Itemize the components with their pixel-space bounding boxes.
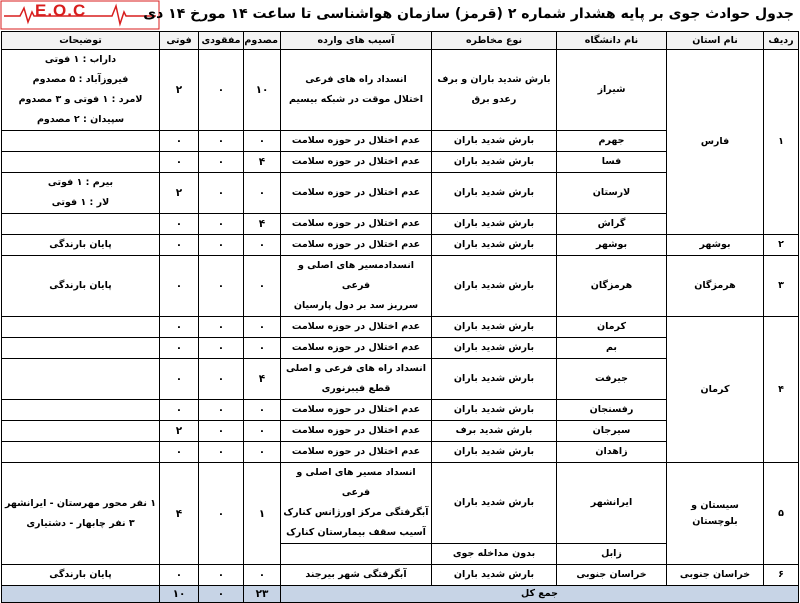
total-dead: ۱۰ <box>160 586 199 603</box>
cell-line: عدم اختلال در حوزه سلامت <box>291 239 421 250</box>
damage-cell <box>281 152 432 173</box>
injured-cell: ۰ <box>244 256 281 317</box>
cell-line: انسدادمسیر های اصلی و فرعی <box>297 260 415 291</box>
cell-line: بارش شدید باران <box>453 569 535 580</box>
dead-cell: ۰ <box>160 400 199 421</box>
dead-cell: ۲ <box>160 173 199 214</box>
cell-line: بارش شدید باران و برف <box>437 74 551 85</box>
hazard-cell <box>432 442 557 463</box>
row-number-cell: ۶ <box>764 565 799 586</box>
university-cell: ایرانشهر <box>557 463 667 544</box>
damage-cell <box>281 317 432 338</box>
injured-cell: ۰ <box>244 317 281 338</box>
missing-cell: ۰ <box>199 565 244 586</box>
notes-cell <box>2 256 160 317</box>
col-damage: آسیب های وارده <box>281 32 432 50</box>
missing-cell: ۰ <box>199 442 244 463</box>
cell-line: انسداد راه های فرعی <box>305 74 407 85</box>
missing-cell: ۰ <box>199 421 244 442</box>
hazard-cell <box>432 359 557 400</box>
cell-line: قطع فیبرنوری <box>321 383 391 394</box>
hazard-cell <box>432 256 557 317</box>
injured-cell: ۴ <box>244 214 281 235</box>
cell-line: بارش شدید باران <box>453 373 535 384</box>
damage-cell <box>281 400 432 421</box>
university-cell: زابل <box>557 544 667 565</box>
cell-line: بارش شدید باران <box>453 156 535 167</box>
hazard-cell <box>432 50 557 131</box>
cell-line: بارش شدید باران <box>453 497 535 508</box>
total-row <box>2 586 799 603</box>
cell-line: بارش شدید باران <box>453 135 535 146</box>
col-dead: فوتی <box>160 32 199 50</box>
dead-cell: ۰ <box>160 235 199 256</box>
notes-cell <box>2 359 160 400</box>
notes-cell <box>2 400 160 421</box>
hazard-cell <box>432 131 557 152</box>
province-cell: هرمزگان <box>667 256 764 317</box>
table-row <box>2 256 799 317</box>
missing-cell: ۰ <box>199 235 244 256</box>
header-row <box>2 32 799 50</box>
dead-cell: ۴ <box>160 463 199 565</box>
cell-line: بارش شدید باران <box>453 239 535 250</box>
cell-line: عدم اختلال در حوزه سلامت <box>291 342 421 353</box>
cell-line: بدون مداخله جوی <box>452 548 536 559</box>
cell-line: بیرم : ۱ فوتی <box>47 177 114 188</box>
university-cell: لارستان <box>557 173 667 214</box>
damage-cell <box>281 338 432 359</box>
province-cell: سیستان و بلوچستان <box>667 463 764 565</box>
logo-text: E.O.C <box>35 1 87 20</box>
dead-cell: ۰ <box>160 256 199 317</box>
cell-line: عدم اختلال در حوزه سلامت <box>291 425 421 436</box>
damage-cell <box>281 421 432 442</box>
university-cell: فسا <box>557 152 667 173</box>
hazard-cell <box>432 317 557 338</box>
col-notes: توضیحات <box>2 32 160 50</box>
total-notes <box>2 586 160 603</box>
province-cell: خراسان جنوبی <box>667 565 764 586</box>
dead-cell: ۰ <box>160 359 199 400</box>
cell-line: عدم اختلال در حوزه سلامت <box>291 156 421 167</box>
damage-cell <box>281 565 432 586</box>
cell-line: سپیدان : ۲ مصدوم <box>36 114 125 125</box>
cell-line: آبگرفتگی شهر بیرجند <box>305 569 407 580</box>
cell-line: پایان بارندگی <box>49 280 112 291</box>
cell-line: اختلال موقت در شبکه بیسیم <box>288 94 424 105</box>
cell-line: عدم اختلال در حوزه سلامت <box>291 321 421 332</box>
damage-cell <box>281 131 432 152</box>
university-cell: گراش <box>557 214 667 235</box>
total-injured: ۲۳ <box>244 586 281 603</box>
table-row <box>2 463 799 544</box>
dead-cell: ۰ <box>160 565 199 586</box>
university-cell: خراسان جنوبی <box>557 565 667 586</box>
eoc-logo <box>0 0 160 30</box>
injured-cell: ۰ <box>244 400 281 421</box>
missing-cell: ۰ <box>199 359 244 400</box>
injured-cell: ۰ <box>244 421 281 442</box>
cell-line: عدم اختلال در حوزه سلامت <box>291 446 421 457</box>
dead-cell: ۲ <box>160 421 199 442</box>
injured-cell: ۴ <box>244 359 281 400</box>
hazard-cell <box>432 463 557 544</box>
cell-line: رعدو برق <box>471 94 517 105</box>
total-label: جمع کل <box>281 586 799 603</box>
university-cell: زاهدان <box>557 442 667 463</box>
damage-cell <box>281 50 432 131</box>
notes-cell <box>2 173 160 214</box>
damage-cell <box>281 544 432 565</box>
header <box>0 0 800 30</box>
col-province: نام استان <box>667 32 764 50</box>
injured-cell: ۰ <box>244 173 281 214</box>
hazard-cell <box>432 338 557 359</box>
cell-line: عدم اختلال در حوزه سلامت <box>291 187 421 198</box>
cell-line: بارش شدید باران <box>453 342 535 353</box>
notes-cell <box>2 463 160 565</box>
notes-cell <box>2 214 160 235</box>
notes-cell <box>2 421 160 442</box>
dead-cell: ۰ <box>160 152 199 173</box>
cell-line: ۱ نفر محور مهرستان - ایرانشهر <box>4 497 157 509</box>
col-university: نام دانشگاه <box>557 32 667 50</box>
cell-line: عدم اختلال در حوزه سلامت <box>291 218 421 229</box>
col-injured: مصدوم <box>244 32 281 50</box>
incidents-table <box>1 31 799 603</box>
damage-cell <box>281 235 432 256</box>
university-cell: بوشهر <box>557 235 667 256</box>
damage-cell <box>281 359 432 400</box>
cell-line: پایان بارندگی <box>49 569 112 580</box>
row-number-cell: ۴ <box>764 317 799 463</box>
injured-cell: ۰ <box>244 565 281 586</box>
injured-cell: ۰ <box>244 338 281 359</box>
hazard-cell <box>432 214 557 235</box>
notes-cell <box>2 131 160 152</box>
cell-line: لار : ۱ فوتی <box>51 197 110 208</box>
missing-cell: ۰ <box>199 338 244 359</box>
university-cell: سیرجان <box>557 421 667 442</box>
province-cell: فارس <box>667 50 764 235</box>
province-cell: کرمان <box>667 317 764 463</box>
missing-cell: ۰ <box>199 173 244 214</box>
col-hazard: نوع مخاطره <box>432 32 557 50</box>
university-cell: جهرم <box>557 131 667 152</box>
missing-cell: ۰ <box>199 50 244 131</box>
cell-line: انسداد مسیر های اصلی و فرعی <box>296 467 416 498</box>
hazard-cell <box>432 400 557 421</box>
hazard-cell <box>432 235 557 256</box>
notes-cell <box>2 235 160 256</box>
cell-line: بارش شدید باران <box>453 280 535 291</box>
col-missing: مفقودی <box>199 32 244 50</box>
table-row <box>2 50 799 131</box>
cell-line: انسداد راه های فرعی و اصلی <box>286 363 426 374</box>
cell-line: بارش شدید باران <box>453 404 535 415</box>
damage-cell <box>281 442 432 463</box>
missing-cell: ۰ <box>199 400 244 421</box>
dead-cell: ۰ <box>160 317 199 338</box>
dead-cell: ۰ <box>160 442 199 463</box>
hazard-cell <box>432 565 557 586</box>
cell-line: ۳ نفر چابهار - دشتیاری <box>26 517 135 529</box>
injured-cell: ۱۰ <box>244 50 281 131</box>
cell-line: فیروزآباد : ۵ مصدوم <box>32 74 129 85</box>
notes-cell <box>2 317 160 338</box>
missing-cell: ۰ <box>199 152 244 173</box>
hazard-cell <box>432 152 557 173</box>
missing-cell: ۰ <box>199 256 244 317</box>
university-cell: شیراز <box>557 50 667 131</box>
cell-line: بارش شدید برف <box>455 425 533 436</box>
cell-line: پایان بارندگی <box>49 239 112 250</box>
cell-line: داراب : ۱ فوتی <box>44 54 117 65</box>
dead-cell: ۰ <box>160 214 199 235</box>
missing-cell: ۰ <box>199 463 244 565</box>
damage-cell <box>281 463 432 544</box>
cell-line: عدم اختلال در حوزه سلامت <box>291 135 421 146</box>
hazard-cell <box>432 173 557 214</box>
hazard-cell <box>432 544 557 565</box>
total-missing: ۰ <box>199 586 244 603</box>
university-cell: هرمزگان <box>557 256 667 317</box>
col-row-no: ردیف <box>764 32 799 50</box>
notes-cell <box>2 565 160 586</box>
table-row <box>2 317 799 338</box>
row-number-cell: ۵ <box>764 463 799 565</box>
cell-line: عدم اختلال در حوزه سلامت <box>291 404 421 415</box>
damage-cell <box>281 173 432 214</box>
row-number-cell: ۳ <box>764 256 799 317</box>
table-row <box>2 235 799 256</box>
notes-cell <box>2 442 160 463</box>
university-cell: رفسنجان <box>557 400 667 421</box>
row-number-cell: ۱ <box>764 50 799 235</box>
cell-line: آسیب سقف بیمارستان کنارک <box>286 527 426 538</box>
cell-line: بارش شدید باران <box>453 187 535 198</box>
notes-cell <box>2 152 160 173</box>
notes-cell <box>2 50 160 131</box>
university-cell: جیرفت <box>557 359 667 400</box>
injured-cell: ۰ <box>244 235 281 256</box>
cell-line: سرریز سد بر دول پارسیان <box>293 300 419 311</box>
missing-cell: ۰ <box>199 317 244 338</box>
missing-cell: ۰ <box>199 214 244 235</box>
dead-cell: ۰ <box>160 131 199 152</box>
cell-line: بارش شدید باران <box>453 218 535 229</box>
university-cell: بم <box>557 338 667 359</box>
notes-cell <box>2 338 160 359</box>
cell-line: آبگرفتگی مرکز اورژانس کنارک <box>283 507 429 518</box>
injured-cell: ۰ <box>244 442 281 463</box>
page-title: جدول حوادث جوی بر پایه هشدار شماره ۲ (قرمز) سازمان هواشناسی تا ساعت ۱۴ مورخ ۱۴ دی <box>143 6 794 22</box>
row-number-cell: ۲ <box>764 235 799 256</box>
missing-cell: ۰ <box>199 131 244 152</box>
cell-line: بارش شدید باران <box>453 321 535 332</box>
table-row <box>2 565 799 586</box>
dead-cell: ۰ <box>160 338 199 359</box>
damage-cell <box>281 256 432 317</box>
dead-cell: ۲ <box>160 50 199 131</box>
injured-cell: ۱ <box>244 463 281 565</box>
damage-cell <box>281 214 432 235</box>
cell-line: لامرد : ۱ فوتی و ۳ مصدوم <box>18 94 143 105</box>
hazard-cell <box>432 421 557 442</box>
injured-cell: ۰ <box>244 131 281 152</box>
injured-cell: ۴ <box>244 152 281 173</box>
university-cell: کرمان <box>557 317 667 338</box>
cell-line: بارش شدید باران <box>453 446 535 457</box>
province-cell: بوشهر <box>667 235 764 256</box>
